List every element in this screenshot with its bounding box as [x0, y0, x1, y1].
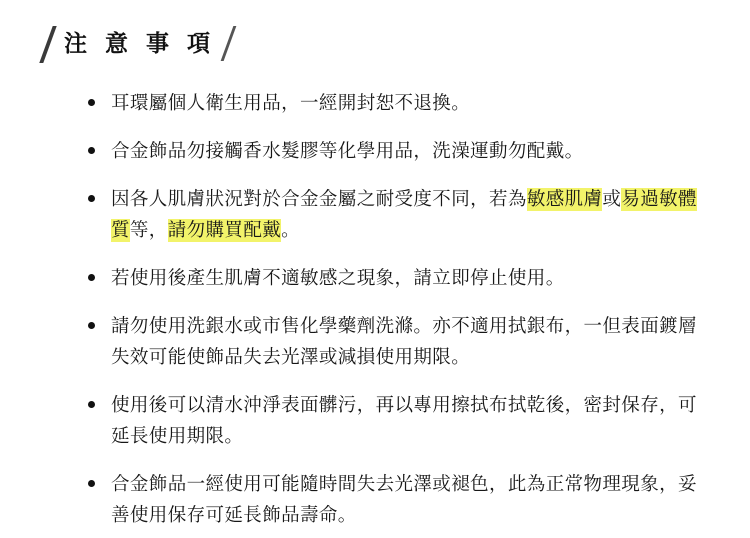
list-item: [30, 88, 720, 119]
text-run: 等，: [129, 220, 168, 241]
list-item-text: [111, 184, 701, 246]
page-title: 注 意 事 項: [64, 30, 216, 57]
list-item-text: [111, 263, 565, 294]
list-item-text: [111, 136, 584, 167]
text-run: 。: [281, 220, 301, 241]
highlighted-text: 敏感肌膚: [526, 189, 603, 210]
bullet-icon: [88, 322, 95, 329]
list-item: [30, 136, 720, 167]
bullet-icon: [88, 195, 95, 202]
bullet-icon: [88, 99, 95, 106]
bullet-icon: [88, 274, 95, 281]
text-run: 或: [602, 189, 622, 210]
text-run: 耳環屬個人衛生用品，一經開封恕不退換。: [111, 93, 471, 114]
text-run: 使用後可以清水沖淨表面髒污，再以專用擦拭布拭乾後，密封保存，可延長使用期限。: [111, 395, 697, 447]
list-item: [30, 469, 720, 531]
slash-mark-icon-right: [217, 26, 243, 62]
highlighted-text: 易過敏體質: [111, 189, 697, 241]
list-item: [30, 311, 720, 373]
highlighted-text: 請勿購買配戴: [167, 220, 282, 241]
list-item: [30, 263, 720, 294]
text-run: 合金飾品一經使用可能隨時間失去光澤或褪色，此為正常物理現象，妥善使用保存可延長飾品壽命。: [111, 474, 697, 526]
text-run: 若使用後產生肌膚不適敏感之現象，請立即停止使用。: [111, 268, 565, 289]
bullet-icon: [88, 147, 95, 154]
list-item: [30, 184, 720, 246]
list-item-text: [111, 469, 701, 531]
list-item-text: [111, 88, 470, 119]
list-item-text: [111, 311, 701, 373]
text-run: 請勿使用洗銀水或市售化學藥劑洗滌。亦不適用拭銀布，一但表面鍍層失效可能使飾品失去光澤或減損使用期限。: [111, 316, 697, 368]
bullet-icon: [88, 480, 95, 487]
text-run: 合金飾品勿接觸香水髮膠等化學用品，洗澡運動勿配戴。: [111, 141, 584, 162]
bullet-icon: [88, 401, 95, 408]
text-run: 因各人肌膚狀況對於合金金屬之耐受度不同，若為: [111, 189, 527, 210]
slash-mark-icon-left: [36, 26, 62, 62]
list-item: [30, 390, 720, 452]
page-header: [36, 22, 720, 66]
notice-list: [30, 88, 720, 531]
list-item-text: [111, 390, 701, 452]
